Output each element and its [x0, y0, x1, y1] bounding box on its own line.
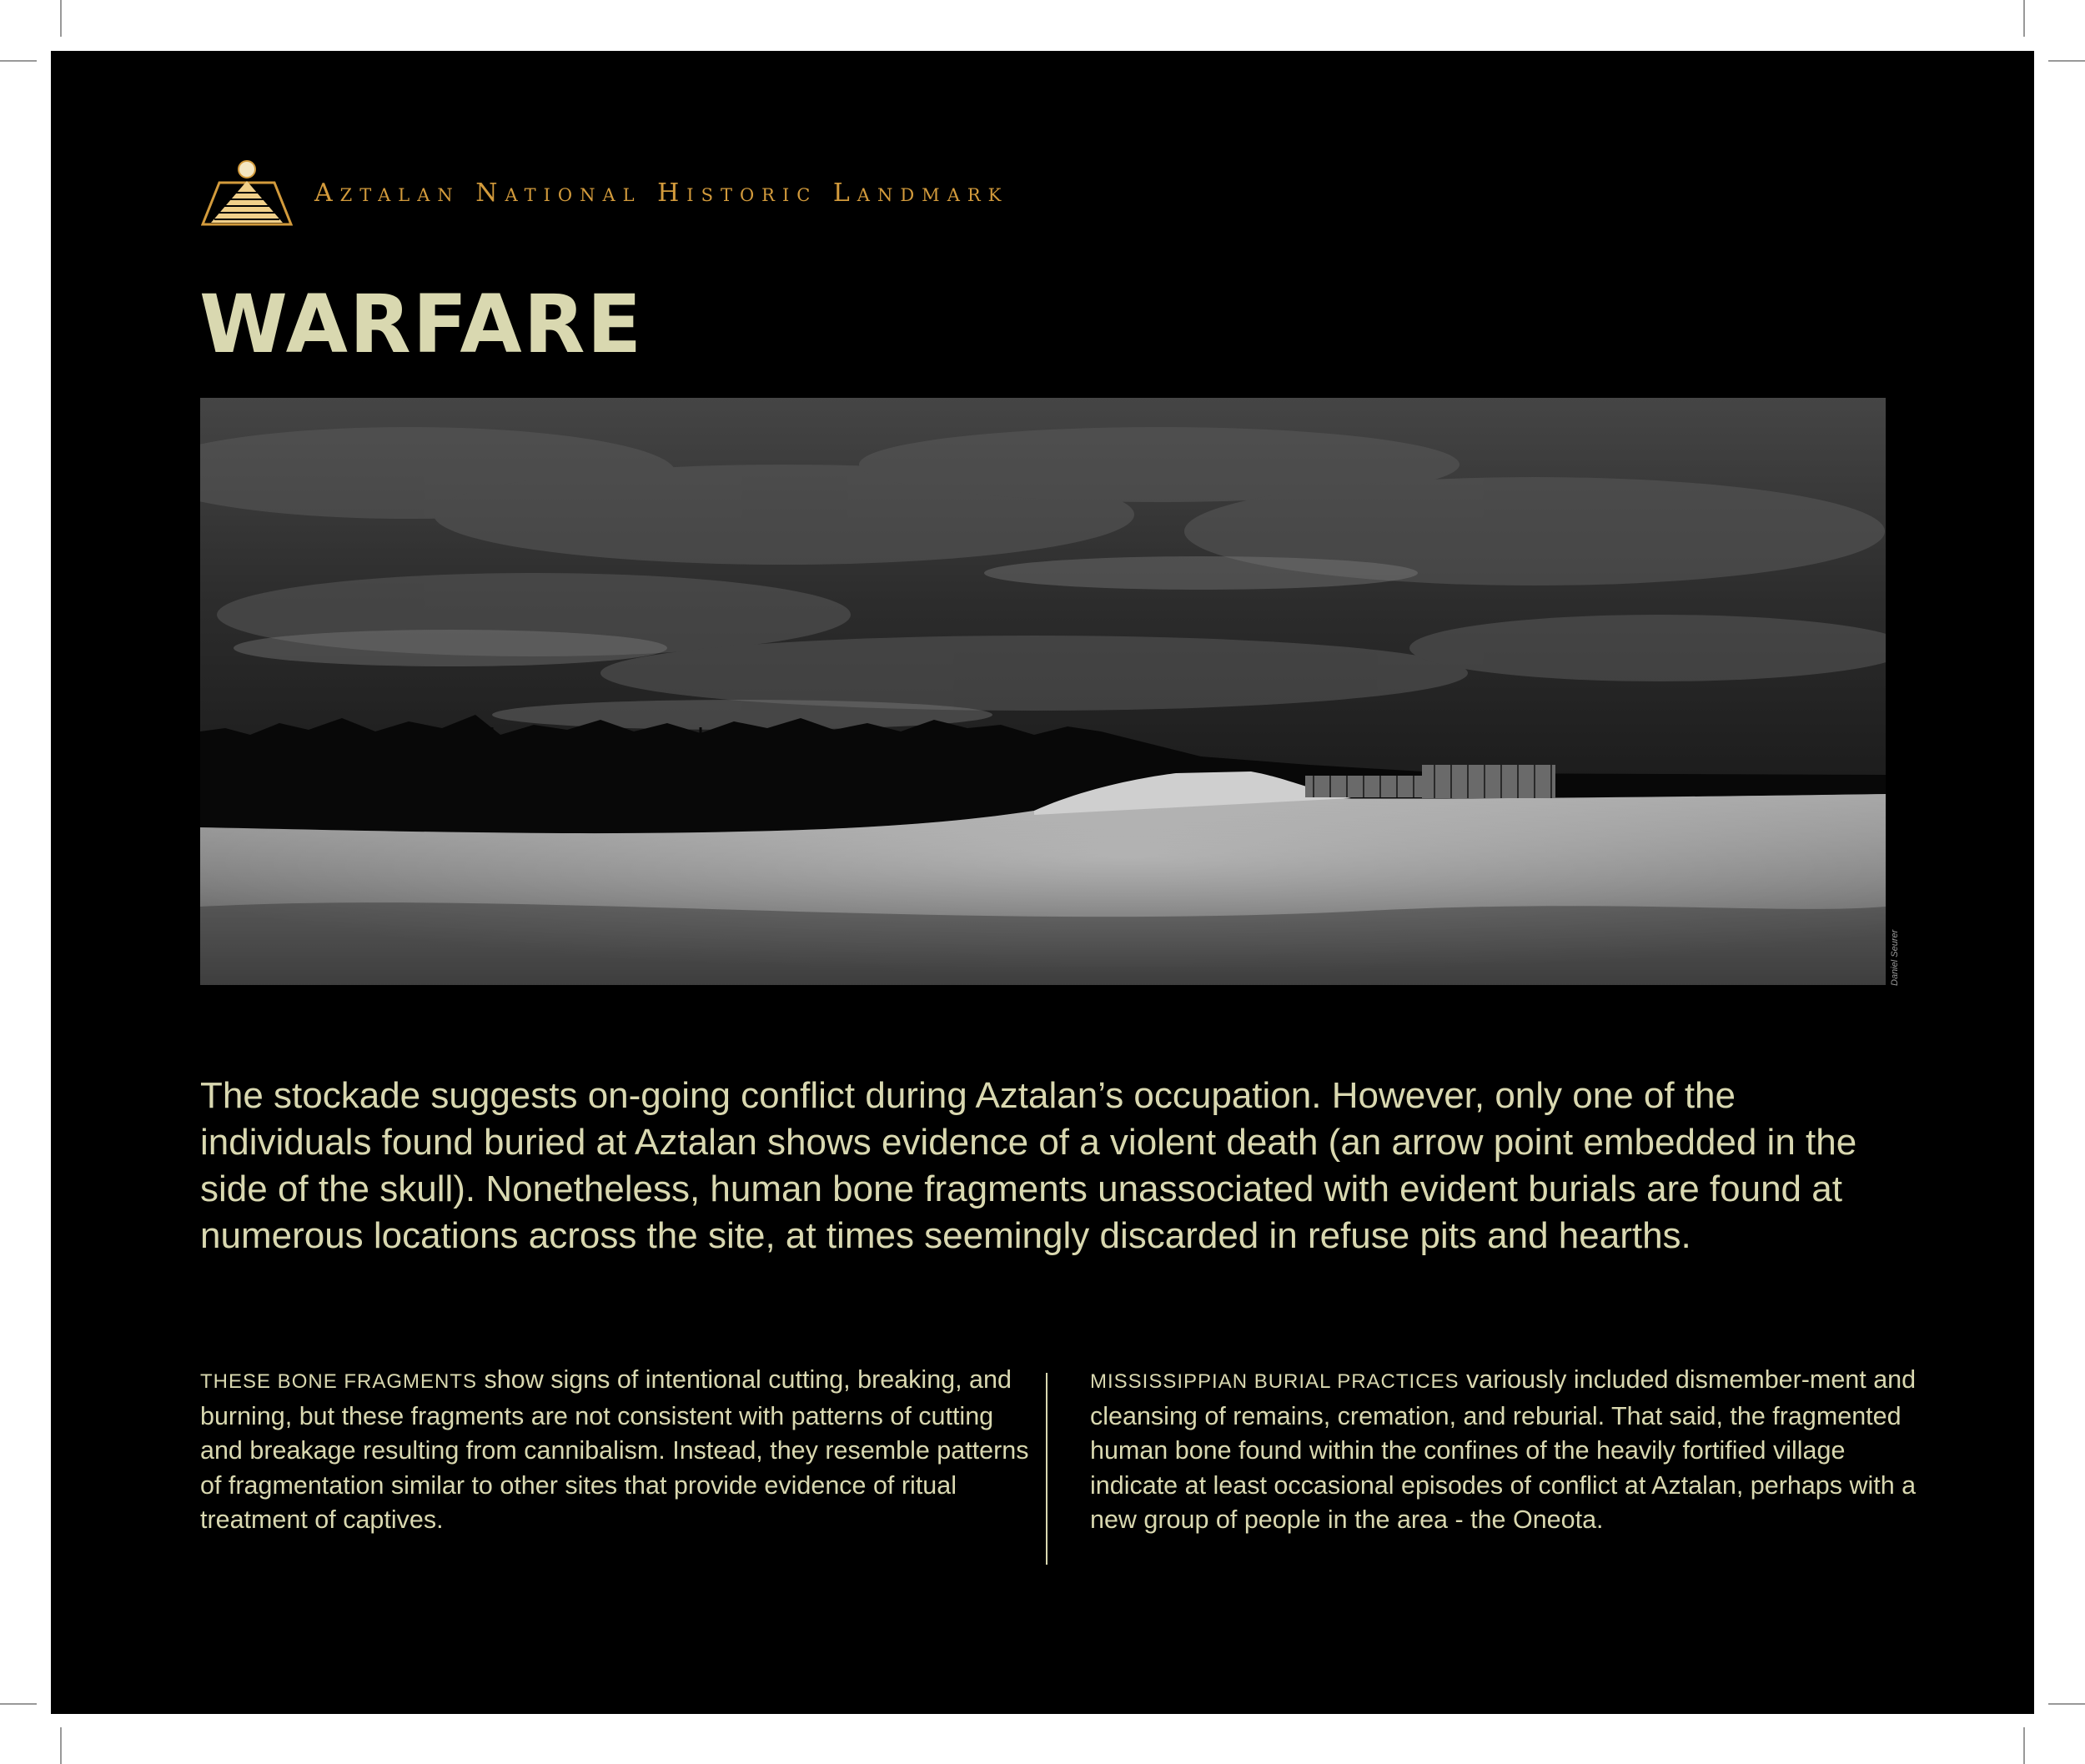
sign-panel [51, 51, 2034, 1714]
header [201, 159, 1008, 226]
landscape-photo [200, 398, 1886, 985]
intro-paragraph: The stockade suggests on-going conflict during Aztalan’s occupation. However, only one of the individuals found buried at Aztalan shows evidence of a violent death (an arrow point embedded in the side of the skull). Nonetheless, human bone fragments unassociated with evident burials are found at numerous locations across the site, at times seemingly discarded in refuse pits and hearths. [200, 1075, 1857, 1256]
crop-mark [60, 0, 62, 37]
crop-mark [2023, 1727, 2025, 1764]
crop-mark [2048, 60, 2085, 62]
left-column [200, 1363, 1034, 1538]
crop-mark [0, 1703, 37, 1705]
crop-mark [2048, 1703, 2085, 1705]
left-column-text: show signs of intentional cutting, breaking, and burning, but these fragments are not consistent with patterns of cutting and breakage resulting from cannibalism. Instead, they resemble patterns of fragmentation similar to other sites that provide evidence of ritual treatment of captives. [200, 1365, 1029, 1534]
pyramid-logo-icon [201, 159, 293, 226]
landmark-title: Aztalan National Historic Landmark [314, 178, 1009, 208]
crop-mark [2023, 0, 2025, 37]
photo-credit: Daniel Seurer [1890, 929, 1900, 986]
column-divider [1046, 1373, 1048, 1565]
left-column-lead: THESE BONE FRAGMENTS [200, 1370, 478, 1393]
right-column-lead: MISSISSIPPIAN BURIAL PRACTICES [1090, 1370, 1460, 1393]
right-column-text: variously included dismember-ment and cleansing of remains, cremation, and reburial. That said, the fragmented human bone found within the confines of the heavily fortified village indicate at least occasional episodes of conflict at Aztalan, perhaps with a new group of people in the area - the Oneota. [1090, 1365, 1917, 1534]
crop-mark [60, 1727, 62, 1764]
right-column [1090, 1363, 1928, 1538]
page-title: WARFARE [199, 278, 644, 371]
crop-mark [0, 60, 37, 62]
